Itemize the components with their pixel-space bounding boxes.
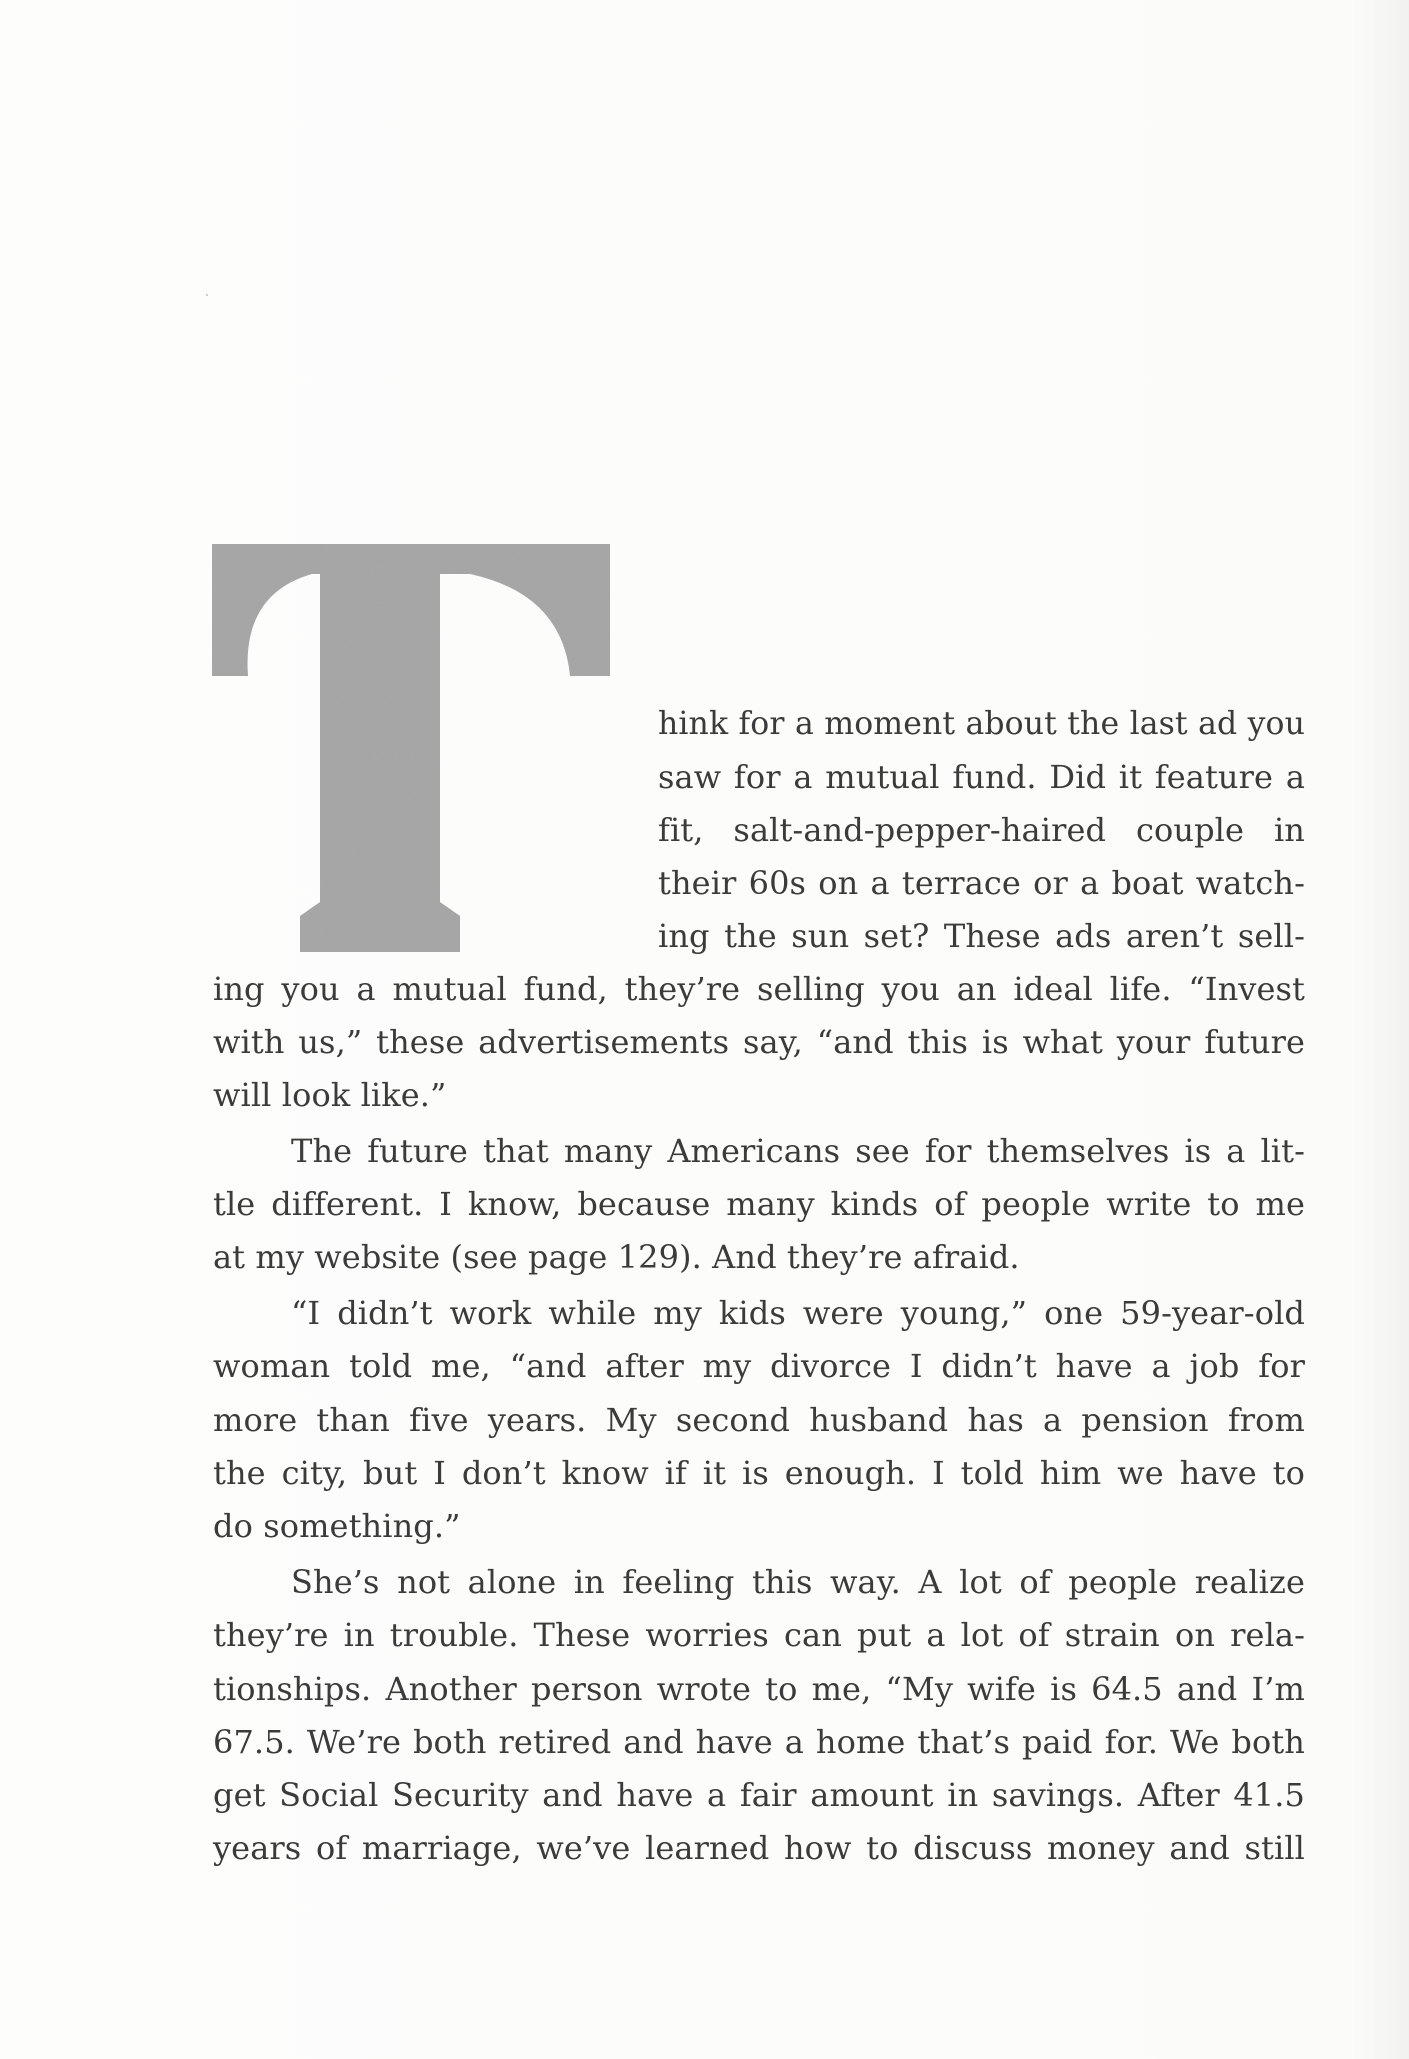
text-line-2: saw for a mutual fund. Did it feature a: [658, 758, 1305, 796]
text-line-11: at my website (see page 129). And they’re afraid.: [213, 1238, 1020, 1276]
text-line-15: the city, but I don’t know if it is enough. I told him we have to: [213, 1454, 1305, 1492]
paper-speck: [206, 294, 208, 296]
text-line-13: woman told me, “and after my divorce I didn’t have a job for: [213, 1347, 1305, 1385]
drop-cap-glyph: [212, 544, 610, 952]
drop-cap-letter: [212, 544, 610, 952]
text-line-4: their 60s on a terrace or a boat watch-: [658, 864, 1305, 902]
text-line-1: hink for a moment about the last ad you: [658, 706, 1305, 742]
text-line-10: tle different. I know, because many kinds of people write to me: [213, 1185, 1305, 1223]
text-line-12: “I didn’t work while my kids were young,” one 59-year-old: [291, 1294, 1305, 1332]
text-line-7: with us,” these advertisements say, “and this is what your future: [213, 1023, 1305, 1061]
text-line-14: more than five years. My second husband has a pension from: [213, 1401, 1305, 1439]
text-line-18: they’re in trouble. These worries can put a lot of strain on rela-: [213, 1616, 1305, 1654]
text-line-3: fit, salt-and-pepper-haired couple in: [658, 811, 1305, 849]
text-line-19: tionships. Another person wrote to me, “My wife is 64.5 and I’m: [213, 1670, 1305, 1708]
text-line-22: years of marriage, we’ve learned how to discuss money and still: [213, 1829, 1305, 1867]
text-line-20: 67.5. We’re both retired and have a home that’s paid for. We both: [213, 1723, 1305, 1761]
text-line-9: The future that many Americans see for themselves is a lit-: [291, 1132, 1305, 1170]
text-line-5: ing the sun set? These ads aren’t sell-: [658, 917, 1305, 955]
text-line-6: ing you a mutual fund, they’re selling you an ideal life. “Invest: [213, 970, 1305, 1008]
text-line-17: She’s not alone in feeling this way. A lot of people realize: [291, 1563, 1305, 1601]
text-line-16: do something.”: [213, 1507, 461, 1545]
text-line-8: will look like.”: [213, 1076, 447, 1114]
text-line-21: get Social Security and have a fair amount in savings. After 41.5: [213, 1776, 1305, 1814]
